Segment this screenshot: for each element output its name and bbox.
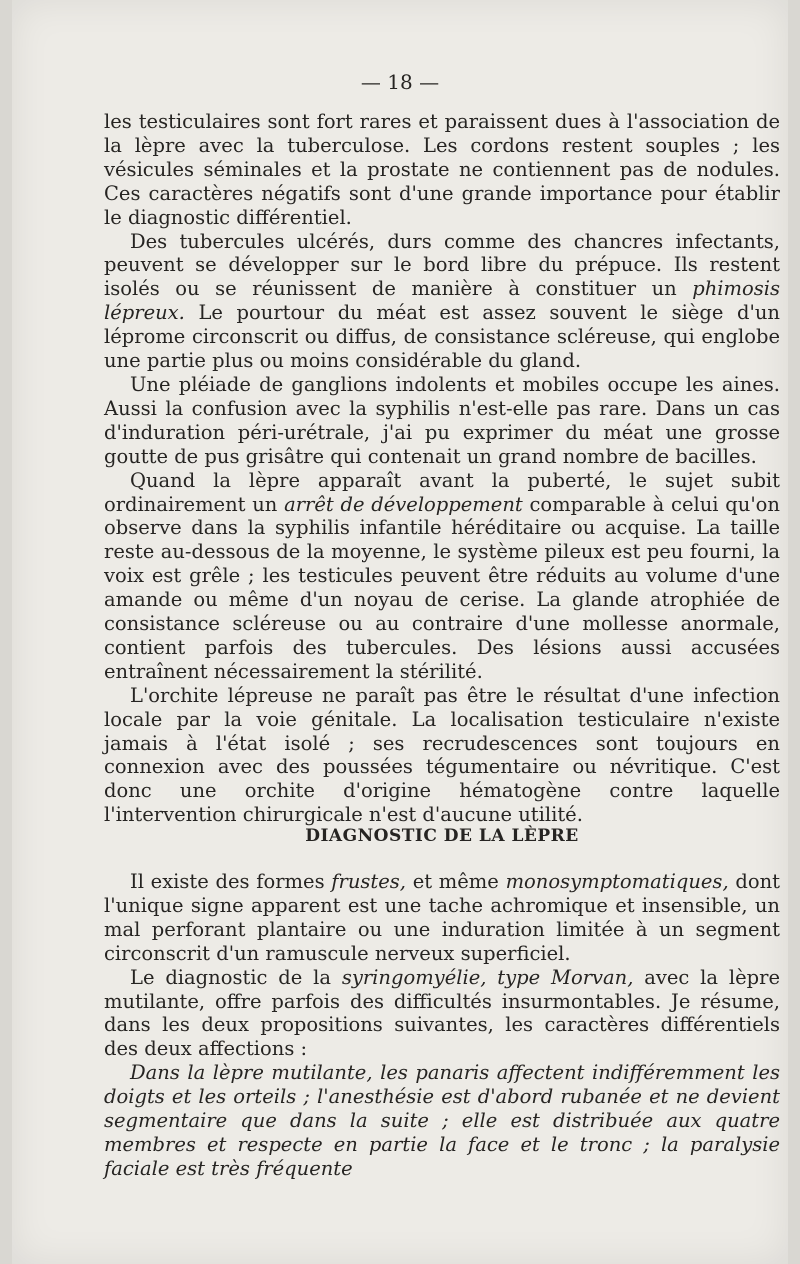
body-text-section-1 — [104, 110, 780, 827]
page-number: — 18 — — [360, 70, 440, 94]
section-heading: DIAGNOSTIC DE LA LÈPRE — [305, 826, 579, 846]
paragraph: Dans la lèpre mutilante, les panaris affectent indifféremment les doigts et les orteils ; l'anesthésie est d'abord rubanée et ne devient segmentaire que dans la suite ; elle est distribuée aux quatre membres et respecte en partie la face et le tronc ; la paralysie faciale est très fréquente — [104, 1061, 780, 1180]
paragraph: les testiculaires sont fort rares et paraissent dues à l'association de la lèpre avec la tuberculose. Les cordons restent souples ; les vésicules séminales et la prostate ne contiennent pas de nodules. Ces caractères négatifs sont d'une grande importance pour établir le diagnostic différentiel. — [104, 110, 780, 229]
paragraph: Il existe des formes frustes, et même monosymptomatiques, dont l'unique signe apparent est une tache achromique et insensible, un mal perforant plantaire ou une induration limitée à un segment circonscrit d'un ramuscule nerveux superficiel. — [104, 870, 780, 965]
book-page — [12, 0, 788, 1264]
paragraph: L'orchite lépreuse ne paraît pas être le résultat d'une infection locale par la voie génitale. La localisation testiculaire n'existe jamais à l'état isolé ; ses recrudescences sont toujours en connexion avec des poussées tégumentaire ou névritique. C'est donc une orchite d'origine hématogène contre laquelle l'intervention chirurgicale n'est d'aucune utilité. — [104, 683, 780, 827]
paragraph: Une pléiade de ganglions indolents et mobiles occupe les aines. Aussi la confusion avec la syphilis n'est-elle pas rare. Dans un cas d'induration péri-urétrale, j'ai pu exprimer du méat une grosse goutte de pus grisâtre qui contenait un grand nombre de bacilles. — [104, 372, 780, 468]
body-text-section-2 — [104, 870, 780, 1181]
paragraph: Le diagnostic de la syringomyélie, type Morvan, avec la lèpre mutilante, offre parfois des difficultés insurmontables. Je résume, dans les deux propositions suivantes, les caractères différentiels des deux affections : — [104, 965, 780, 1061]
paragraph: Des tubercules ulcérés, durs comme des chancres infectants, peuvent se développer sur le bord libre du prépuce. Ils restent isolés ou se réunissent de manière à constituer un phimosis lépreux. Le pourtour du méat est assez souvent le siège d'un léprome circonscrit ou diffus, de consistance scléreuse, qui englobe une partie plus ou moins considérable du gland. — [104, 229, 780, 373]
paragraph: Quand la lèpre apparaît avant la puberté, le sujet subit ordinairement un arrêt de développement comparable à celui qu'on observe dans la syphilis infantile héréditaire ou acquise. La taille reste au-dessous de la moyenne, le système pileux est peu fourni, la voix est grêle ; les testicules peuvent être réduits au volume d'une amande ou même d'un noyau de cerise. La glande atrophiée de consistance scléreuse ou au contraire d'une mollesse anormale, contient parfois des tubercules. Des lésions aussi accusées entraînent nécessairement la stérilité. — [104, 468, 780, 683]
